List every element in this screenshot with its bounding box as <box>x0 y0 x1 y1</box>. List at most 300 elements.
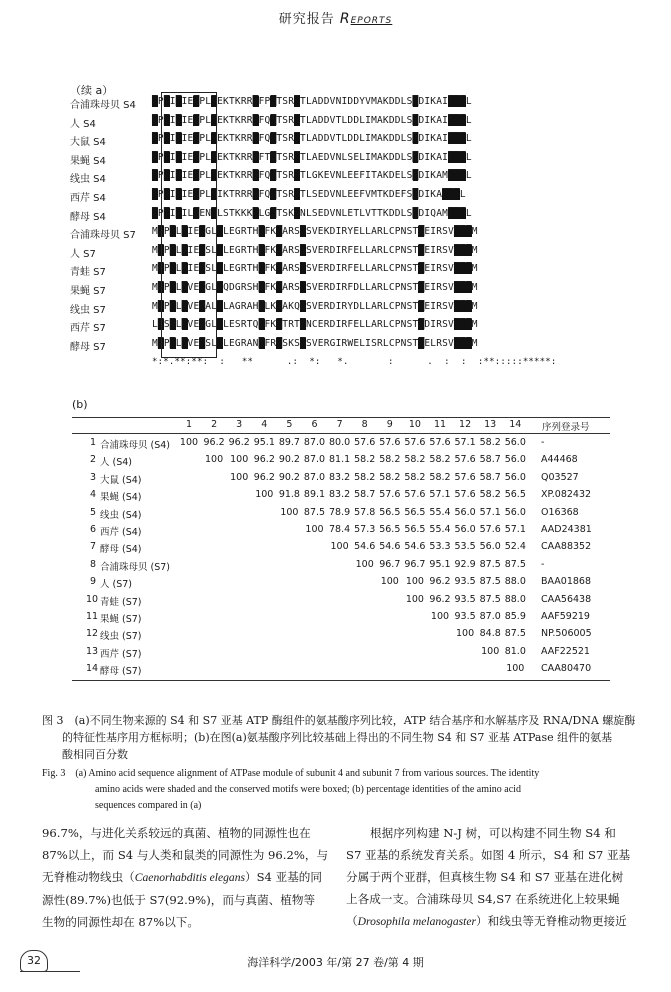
shaded-residue: █ <box>169 319 176 331</box>
residue: TSR <box>276 133 295 145</box>
identity-value: 95.1 <box>253 437 275 448</box>
shaded-residue: █ <box>258 263 265 275</box>
residue: DIKAI <box>418 114 449 126</box>
residue: I <box>169 96 176 107</box>
identity-value: 58.7 <box>354 489 376 501</box>
residue: FQ <box>258 133 271 145</box>
residue: TSR <box>276 114 295 126</box>
shaded-residue: █ <box>163 189 170 200</box>
shaded-residue: █ <box>258 226 265 238</box>
residue: TSR <box>276 151 295 163</box>
residue: L <box>465 133 472 145</box>
identity-value: 54.6 <box>379 541 401 553</box>
residue: L <box>175 319 182 331</box>
shaded-residue: █ <box>199 337 206 349</box>
shaded-residue: █ <box>412 189 419 200</box>
shaded-residue: ███ <box>453 319 472 331</box>
residue: TSR <box>276 96 295 107</box>
table-mid-rule <box>72 433 610 434</box>
identity-value: 93.5 <box>454 593 476 605</box>
shaded-residue: █ <box>217 319 224 331</box>
shaded-residue: █ <box>175 207 182 219</box>
shaded-residue: █ <box>199 263 206 275</box>
shaded-residue: █ <box>300 244 306 256</box>
shaded-residue: █ <box>418 282 425 293</box>
shaded-residue: ███ <box>448 170 466 182</box>
residue: M <box>152 226 158 238</box>
row-organism: 合浦珠母贝 (S4) <box>100 440 171 451</box>
residue: LEGRTH <box>223 244 259 256</box>
body-left-line-5: 生物的同源性却在 87%以下。 <box>42 915 199 929</box>
residue: PL <box>199 151 212 163</box>
identity-value: 91.8 <box>278 489 300 501</box>
shaded-residue: █ <box>418 319 425 331</box>
residue: LESRTQ <box>223 319 259 331</box>
organism-label: 西芹 S7 <box>70 323 106 335</box>
residue: SL <box>205 263 218 275</box>
shaded-residue: █ <box>300 337 306 349</box>
residue: FP <box>258 96 271 107</box>
shaded-residue: █ <box>294 151 301 163</box>
residue: PL <box>199 114 212 126</box>
residue: L <box>459 189 466 200</box>
residue: FK <box>264 226 277 238</box>
organism-label: 青蛙 S7 <box>70 267 106 279</box>
residue: DIKAI <box>418 133 449 145</box>
residue: DIKAI <box>418 151 449 163</box>
residue: LSTKKK <box>217 207 253 219</box>
shaded-residue: █ <box>163 151 170 163</box>
identity-value: 87.5 <box>504 558 526 570</box>
identity-value: 100 <box>179 437 199 448</box>
identity-value: 56.0 <box>479 541 501 553</box>
shaded-residue: █ <box>270 151 277 163</box>
residue: I <box>169 151 176 163</box>
residue: P <box>157 96 164 107</box>
residue: TLSEDVNLEEFVMTKDEFS <box>300 189 413 200</box>
identity-value: 100 <box>405 593 424 605</box>
identity-value: 57.1 <box>504 524 526 535</box>
shaded-residue: █ <box>152 114 158 126</box>
identity-value: 80.0 <box>329 437 351 448</box>
shaded-residue: █ <box>300 300 306 312</box>
residue: EIRSV <box>424 263 454 275</box>
residue: M <box>471 319 478 331</box>
shaded-residue: ███ <box>448 151 466 163</box>
row-number: 10 <box>86 593 99 605</box>
identity-value: 53.3 <box>429 541 451 553</box>
residue: ARS <box>282 263 301 275</box>
organism-label: 大鼠 S4 <box>70 137 106 149</box>
residue: FR <box>264 337 277 349</box>
organism-label: 合浦珠母贝 S7 <box>70 230 136 242</box>
shaded-residue: █ <box>193 170 200 182</box>
identity-value: 100 <box>380 576 399 588</box>
residue: GL <box>205 319 218 331</box>
residue: TRT <box>282 319 301 331</box>
identity-value: 81.0 <box>504 645 526 657</box>
row-organism: 合浦珠母贝 (S7) <box>100 561 171 573</box>
running-head-en: EPORTS <box>350 16 393 26</box>
shaded-residue: █ <box>412 151 419 163</box>
residue: PL <box>199 133 212 145</box>
identity-value: 100 <box>481 645 500 657</box>
residue: EIRSV <box>424 300 454 312</box>
body-right-line-5b: ）和线虫等无脊椎动物更接近 <box>476 914 627 928</box>
column-header: 13 <box>484 419 497 430</box>
identity-value: 87.5 <box>479 593 501 605</box>
residue: P <box>163 263 170 275</box>
residue: P <box>163 300 170 312</box>
table-top-rule <box>72 417 610 418</box>
residue: IL <box>181 207 194 219</box>
residue: FK <box>264 282 277 293</box>
residue: TSK <box>276 207 295 219</box>
shaded-residue: █ <box>193 151 200 163</box>
residue: LEGRTH <box>223 263 259 275</box>
residue: FK <box>264 244 277 256</box>
shaded-residue: █ <box>270 96 277 107</box>
row-organism: 线虫 (S7) <box>100 631 142 643</box>
shaded-residue: █ <box>258 337 265 349</box>
row-organism: 青蛙 (S7) <box>100 596 142 608</box>
shaded-residue: ███ <box>448 133 466 145</box>
identity-value: 53.5 <box>454 541 476 553</box>
identity-value: 96.7 <box>379 558 401 570</box>
running-head-r: R <box>339 11 351 27</box>
residue: SVEKDIRYELLARLCPNST <box>305 226 419 238</box>
residue: NCERDIRFELLARLCPNST <box>305 319 419 331</box>
species-caenorhabditis: Caenorhabditis elegans <box>134 871 246 884</box>
residue: IE <box>181 114 194 126</box>
identity-value: 100 <box>305 524 324 535</box>
accession-number: AAF22521 <box>541 645 590 657</box>
residue: EN <box>199 207 212 219</box>
organism-label: 人 S4 <box>70 118 96 130</box>
residue: M <box>471 282 478 293</box>
identity-value: 57.6 <box>454 471 476 483</box>
shaded-residue: █ <box>276 300 283 312</box>
shaded-residue: █ <box>211 133 218 145</box>
residue: L <box>465 114 472 126</box>
row-organism: 果蝇 (S7) <box>100 614 142 625</box>
residue: FK <box>264 319 277 331</box>
residue: VE <box>187 300 200 312</box>
residue: I <box>169 114 176 126</box>
identity-value: 54.6 <box>354 541 376 553</box>
residue: LAGRAH <box>223 300 259 312</box>
shaded-residue: █ <box>217 337 224 349</box>
shaded-residue: █ <box>181 226 188 238</box>
residue: P <box>157 114 164 126</box>
row-number: 8 <box>89 558 96 570</box>
shaded-residue: █ <box>193 207 200 219</box>
identity-value: 56.5 <box>404 506 426 518</box>
residue: P <box>157 207 164 219</box>
shaded-residue: █ <box>199 226 206 238</box>
body-right-line-2: S7 亚基的系统发育关系。如图 4 所示，S4 和 S7 亚基 <box>346 848 631 862</box>
identity-value: 57.6 <box>454 489 476 501</box>
body-right-line-4: 上各成一支。合浦珠母贝 S4,S7 在系统进化上较果蝇 <box>346 892 620 906</box>
organism-label: 酵母 S4 <box>70 211 106 223</box>
row-organism: 果蝇 (S4) <box>100 492 142 504</box>
row-organism: 西芹 (S4) <box>100 527 142 538</box>
residue: VE <box>187 319 200 331</box>
species-drosophila: Drosophila melanogaster <box>357 915 477 928</box>
residue: P <box>157 133 164 145</box>
shaded-residue: █ <box>163 170 170 182</box>
residue: I <box>169 170 176 182</box>
shaded-residue: █ <box>300 263 306 275</box>
shaded-residue: █ <box>418 244 425 256</box>
identity-value: 57.3 <box>354 524 376 535</box>
identity-value: 58.2 <box>479 437 501 448</box>
residue: FQ <box>258 114 271 126</box>
residue: FQ <box>258 170 271 182</box>
residue: IE <box>181 170 194 182</box>
residue: L <box>175 226 182 238</box>
shaded-residue: █ <box>199 300 206 312</box>
residue: I <box>169 207 176 219</box>
accession-number: CAA56438 <box>541 593 592 605</box>
shaded-residue: █ <box>258 282 265 293</box>
shaded-residue: █ <box>181 263 188 275</box>
caption-zh-line-2: 的特征性基序用方框标明；(b)在图(a)氨基酸序列比较基础上得出的不同生物 S4 和 S7 亚基 ATPase 组件的氨基 <box>62 731 613 744</box>
accession-number: BAA01868 <box>541 576 592 588</box>
residue: IE <box>187 263 200 275</box>
residue: M <box>471 300 478 312</box>
residue: I <box>169 133 176 145</box>
row-organism: 人 (S7) <box>100 579 133 591</box>
shaded-residue: █ <box>181 282 188 293</box>
shaded-residue: █ <box>152 151 158 163</box>
residue: FT <box>258 151 271 163</box>
caption-zh-line-1: 图 3 (a)不同生物来源的 S4 和 S7 亚基 ATP 酶组件的氨基酸序列比较，ATP 结合基序和水解基序及 RNA/DNA 螺旋酶 <box>42 714 636 727</box>
identity-value: 56.5 <box>379 524 401 535</box>
identity-value: 87.0 <box>303 471 326 483</box>
identity-value: 56.0 <box>454 524 476 535</box>
identity-value: 96.2 <box>253 471 275 483</box>
column-header: 3 <box>236 419 243 430</box>
residue: EKTKRR <box>217 133 253 145</box>
residue: LEGRTH <box>223 226 259 238</box>
shaded-residue: █ <box>258 300 265 312</box>
shaded-residue: █ <box>199 244 206 256</box>
identity-value: 56.5 <box>379 506 401 518</box>
shaded-residue: █ <box>169 263 176 275</box>
row-number: 5 <box>89 506 96 518</box>
identity-value: 56.0 <box>504 454 526 466</box>
residue: PL <box>199 189 212 200</box>
column-header: 14 <box>509 419 522 430</box>
identity-value: 100 <box>230 471 249 483</box>
residue: TSR <box>276 170 295 182</box>
shaded-residue: █ <box>258 319 265 331</box>
body-left-line-3b: ）S4 亚基的同 <box>245 870 322 884</box>
shaded-residue: █ <box>276 226 283 238</box>
residue: VE <box>187 337 200 349</box>
row-number: 3 <box>89 471 96 483</box>
residue: SVERDIRYDLLARLCPNST <box>305 300 419 312</box>
table-bottom-rule <box>72 680 610 681</box>
identity-value: 58.2 <box>479 489 501 501</box>
residue: M <box>471 244 478 256</box>
residue: EKTKRR <box>217 151 253 163</box>
shaded-residue: █ <box>157 282 164 293</box>
identity-value: 95.1 <box>429 558 451 570</box>
row-number: 12 <box>86 628 99 640</box>
residue: IE <box>181 96 194 107</box>
residue: PL <box>199 170 212 182</box>
identity-value: 58.2 <box>379 454 401 466</box>
identity-value: 100 <box>230 454 249 466</box>
shaded-residue: █ <box>181 319 188 331</box>
residue: EIRSV <box>424 282 454 293</box>
identity-value: 81.1 <box>329 454 351 466</box>
shaded-residue: ███ <box>442 189 460 200</box>
identity-value: 96.7 <box>404 558 426 570</box>
caption-zh-line-3: 酸相同百分数 <box>62 748 128 761</box>
identity-value: 89.7 <box>278 437 300 448</box>
identity-value: 92.9 <box>454 558 476 570</box>
accession-number: - <box>541 558 545 570</box>
column-header: 10 <box>408 419 421 430</box>
shaded-residue: █ <box>270 189 277 200</box>
residue: L <box>465 207 472 219</box>
identity-value: 84.8 <box>479 628 501 640</box>
shaded-residue: █ <box>163 207 170 219</box>
identity-value: 57.1 <box>429 489 451 501</box>
shaded-residue: ███ <box>448 114 466 126</box>
residue: EKTKRR <box>217 114 253 126</box>
shaded-residue: █ <box>181 300 188 312</box>
accession-number: Q03527 <box>541 471 579 483</box>
shaded-residue: █ <box>157 226 164 238</box>
body-right-line-5a: （ <box>346 914 358 928</box>
row-number: 7 <box>89 541 96 553</box>
shaded-residue: █ <box>294 170 301 182</box>
shaded-residue: █ <box>193 114 200 126</box>
residue: ARS <box>282 226 301 238</box>
shaded-residue: █ <box>163 96 170 107</box>
shaded-residue: ███ <box>448 96 466 107</box>
shaded-residue: █ <box>276 319 283 331</box>
identity-value: 54.6 <box>404 541 426 553</box>
shaded-residue: █ <box>217 282 224 293</box>
shaded-residue: ███ <box>453 263 472 275</box>
identity-value: 78.9 <box>329 506 351 518</box>
identity-value: 100 <box>205 454 224 466</box>
identity-value: 100 <box>330 541 349 553</box>
residue: SL <box>205 244 218 256</box>
accession-number: CAA80470 <box>541 663 592 675</box>
shaded-residue: █ <box>418 226 425 238</box>
row-number: 1 <box>89 437 96 448</box>
identity-value: 96.2 <box>429 593 451 605</box>
shaded-residue: █ <box>211 189 218 200</box>
shaded-residue: █ <box>193 133 200 145</box>
residue: FK <box>264 263 277 275</box>
residue: DIRSV <box>424 319 454 331</box>
identity-value: 87.5 <box>504 628 526 640</box>
shaded-residue: █ <box>270 114 277 126</box>
identity-value: 58.2 <box>379 471 401 483</box>
identity-value: 90.2 <box>278 454 300 466</box>
body-right-column <box>346 822 638 933</box>
residue: TLADDVNIDDYVMAKDDLS <box>300 96 413 107</box>
residue: IE <box>187 226 200 238</box>
column-header: 11 <box>433 419 447 430</box>
accession-number: A44468 <box>541 454 578 466</box>
conserved-motif-box <box>161 92 217 358</box>
identity-value: 96.2 <box>203 437 225 448</box>
shaded-residue: █ <box>169 226 176 238</box>
identity-value: 56.0 <box>504 506 526 518</box>
shaded-residue: █ <box>152 170 158 182</box>
identity-value: 57.6 <box>479 524 501 535</box>
organism-label: 果蝇 S7 <box>70 286 106 297</box>
shaded-residue: █ <box>276 263 283 275</box>
residue: EIRSV <box>424 244 454 256</box>
residue: L <box>175 282 182 293</box>
panel-b-label: (b) <box>72 398 88 411</box>
body-left-line-4: 源性(89.7%)也低于 S7(92.9%)，而与真菌、植物等 <box>42 893 316 907</box>
residue: GL <box>205 282 218 293</box>
shaded-residue: ███ <box>453 337 472 349</box>
page-number-rule <box>20 971 80 972</box>
shaded-residue: █ <box>175 133 182 145</box>
shaded-residue: █ <box>276 244 283 256</box>
shaded-residue: █ <box>199 282 206 293</box>
residue: SVERDIRFDLLARLCPNST <box>305 282 419 293</box>
shaded-residue: █ <box>211 96 218 107</box>
identity-value: 100 <box>405 576 424 588</box>
residue: L <box>175 300 182 312</box>
residue: S <box>163 319 170 331</box>
shaded-residue: █ <box>252 96 259 107</box>
shaded-residue: █ <box>152 133 158 145</box>
column-header: 9 <box>386 419 393 430</box>
row-number: 2 <box>89 454 96 466</box>
residue: GL <box>205 226 218 238</box>
identity-value: 96.2 <box>228 437 250 448</box>
row-number: 9 <box>89 576 96 588</box>
residue: SVERGIRWELISRLCPNST <box>305 337 419 349</box>
residue: P <box>163 244 170 256</box>
identity-value: 83.2 <box>329 471 351 483</box>
caption-en-line-2: amino acids were shaded and the conserved motifs were boxed; (b) percentage identities of the amino acid <box>95 784 521 795</box>
column-header: 4 <box>261 419 268 430</box>
residue: ARS <box>282 244 301 256</box>
identity-value: 87.5 <box>479 558 501 570</box>
shaded-residue: █ <box>175 170 182 182</box>
identity-value: 89.1 <box>303 489 326 501</box>
shaded-residue: █ <box>258 244 265 256</box>
row-number: 4 <box>89 489 96 501</box>
shaded-residue: █ <box>152 189 158 200</box>
shaded-residue: ███ <box>453 300 472 312</box>
identity-value: 96.2 <box>253 454 275 466</box>
residue: P <box>163 282 170 293</box>
body-left-line-2: 87%以上，而 S4 与人类和鼠类的同源性为 96.2%，与 <box>42 848 329 862</box>
shaded-residue: ███ <box>453 282 472 293</box>
residue: EKTKRR <box>217 96 253 107</box>
residue: L <box>465 170 472 182</box>
row-number: 11 <box>86 611 99 622</box>
residue: ELRSV <box>424 337 454 349</box>
residue: M <box>152 244 158 256</box>
shaded-residue: █ <box>175 96 182 107</box>
